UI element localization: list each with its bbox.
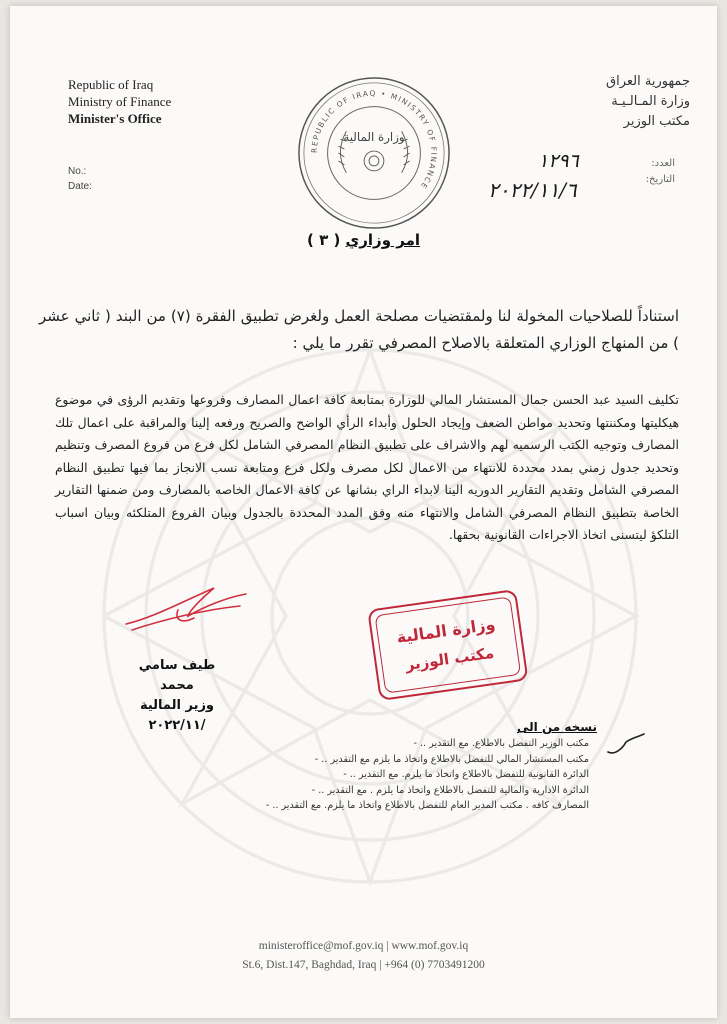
seal-ring-text: REPUBLIC OF IRAQ • MINISTRY OF FINANCE — [309, 88, 439, 192]
body-paragraph: تكليف السيد عبد الحسن جمال المستشار المالي للوزارة بمتابعة كافة اعمال المصارف وفروعها وتقديم الرؤى في موضوع هيكليتها ومكننتها وتحديد مواطن الضعف وإيجاد الحلول وأبداء الرأي الواضح والصريح ورفعه إلينا والمراقبة على اعمال تلك المصارف وتوجيه الكتب الرسميه لهم والاشراف على تطبيق النظام المصرفي الشامل لكل فرع من فروع المصرف وتنظيم وتحديد جدول زمني بمدد محددة للانتهاء من الاعمال لكل مصرف ولكل فرع ومتابعة نسب الانجاز بما فيها تطبيق النظام المصرفي الشامل وتقديم التقارير الدوريه الينا لابداء الراي بشانها عن كافة الاعمال الخاصه بالمصارف ومن ضمنها التقارير الخاصة بتطبيق النظام المصرفي الشامل والانتهاء منه وفق المدد المحددة بالجدول وبيان الفروع المتلكئه وبيان اسباب التلكؤ ليتسنى اتخاذ الاجراءات القانونية بحقها. — [55, 392, 679, 542]
date-label: Date: — [68, 181, 92, 192]
decree-title: امر وزاري — [345, 231, 420, 249]
letter-page — [10, 6, 717, 1018]
cc-title — [517, 720, 597, 734]
cc-item: الدائرة القانونية للتفضل بالاطلاع واتخاذ ما يلزم. مع التقدير .. - — [266, 767, 589, 783]
handwritten-number: ١٢٩٦ — [538, 150, 579, 172]
minister-signature — [122, 580, 252, 640]
stamp-line-2: مكتب الوزير — [404, 643, 496, 674]
cc-list — [266, 736, 589, 814]
header-english — [68, 76, 171, 127]
header-en-country: Republic of Iraq — [68, 77, 154, 92]
cc-item: مكتب المستشار المالي للتفضل بالاطلاع واتخاذ ما يلزم مع التقدير .. - — [266, 752, 589, 768]
footer-address: St.6, Dist.147, Baghdad, Iraq | +964 (0) 7703491200 — [242, 959, 485, 971]
date-label-ar: التاريخ: — [645, 174, 675, 185]
handwritten-checkmark — [606, 732, 646, 756]
signature-block — [122, 656, 232, 736]
footer — [10, 937, 717, 975]
header-ar-office: مكتب الوزير — [623, 114, 690, 129]
header-ar-country: جمهورية العراق — [606, 74, 690, 89]
decree-heading — [10, 231, 717, 249]
header-arabic — [606, 72, 690, 132]
cc-title-text: نسخه من الى — [517, 720, 597, 734]
no-label: No.: — [68, 166, 87, 177]
signature-date: ٢٠٢٢/١١/ — [148, 718, 206, 733]
cc-item: المصارف كافه . مكتب المدير العام للتفضل بالاطلاع واتخاذ ما يلزم. مع التقدير .. - — [266, 798, 589, 814]
stamp-line-1: وزارة المالية — [395, 614, 497, 647]
header-en-office: Minister's Office — [68, 111, 162, 126]
minister-title: وزير المالية — [139, 698, 215, 713]
ministry-seal — [295, 74, 453, 232]
cc-item: الدائرة الادارية والمالية للتفضل بالاطلاع واتخاذ ما يلزم . مع التقدير .. - — [266, 783, 589, 799]
ministry-stamp — [360, 588, 536, 704]
intro-paragraph: استناداً للصلاحيات المخولة لنا ولمقتضيات مصلحة العمل ولغرض تطبيق الفقرة (٧) من البند ( ثاني عشر ) من المنهاج الوزاري المتعلقة بالاصلاح المصرفي تقرر ما يلي : — [39, 307, 679, 352]
decree-number: ( ٣ ) — [306, 231, 341, 249]
number-label-ar: العدد: — [651, 158, 675, 169]
cc-item: مكتب الوزير التفضل بالاطلاع. مع التقدير .. - — [266, 736, 589, 752]
handwritten-date: ٢٠٢٢/١١/٦ — [488, 178, 577, 202]
footer-contact: ministeroffice@mof.gov.iq | www.mof.gov.iq — [258, 940, 469, 952]
header-ar-ministry: وزارة المـالـيـة — [611, 94, 690, 109]
minister-name: طيف سامي محمد — [138, 658, 216, 693]
seal-arabic-text: وزارة المالية — [343, 130, 405, 145]
header-en-ministry: Ministry of Finance — [68, 94, 172, 109]
